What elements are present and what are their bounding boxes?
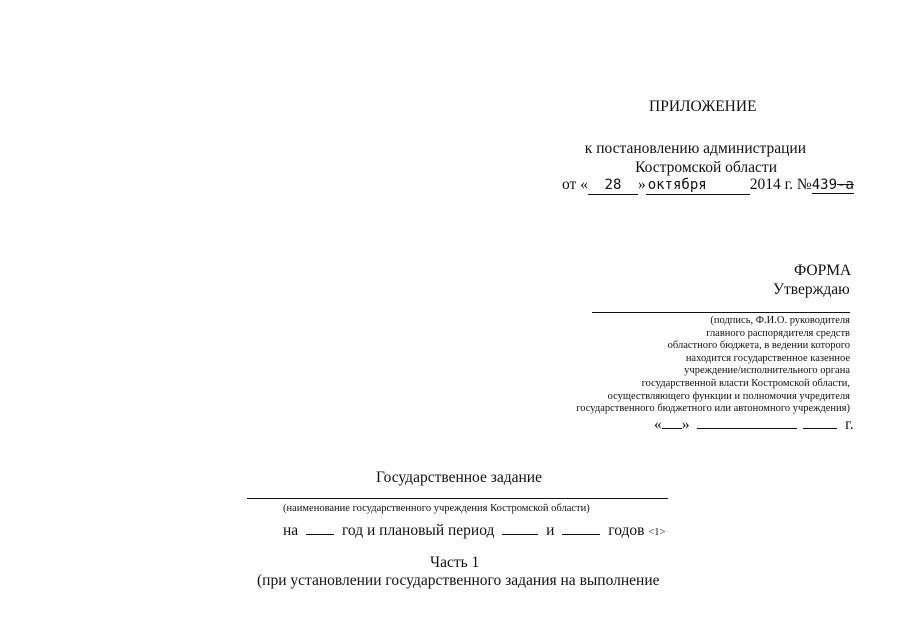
date-month-field (646, 176, 750, 195)
task-title: Государственное задание (376, 469, 542, 486)
resolution-number (812, 177, 854, 194)
signature-note-line: (подпись, Ф.И.О. руководителя (710, 315, 850, 326)
part-description: (при установлении государственного задания на выполнение (257, 572, 660, 589)
date-mid: » (637, 176, 646, 193)
approval-year-blank (803, 414, 837, 429)
period-mid: год и плановый период (341, 522, 495, 539)
period-on: на (283, 522, 299, 539)
approval-month-blank (697, 414, 797, 429)
institution-name-line (247, 498, 668, 499)
date-day: 28 (604, 177, 622, 193)
signature-note-line: учреждение/исполнительного органа (684, 365, 850, 377)
institution-name-note: (наименование государственного учреждения Костромской области) (283, 503, 590, 514)
period-line (283, 520, 665, 540)
date-day-field (588, 176, 638, 195)
approval-date-close: » (681, 416, 690, 433)
date-prefix: от « (562, 176, 588, 193)
signature-note (576, 315, 850, 416)
resolution-number-suffix: -а (837, 177, 854, 193)
appendix-line2: Костромской области (635, 159, 777, 176)
appendix-line1: к постановлению администрации (584, 140, 806, 157)
date-year: 2014 г. № (749, 176, 812, 193)
resolution-number-digits: 439 (811, 177, 838, 193)
period-year-blank (306, 520, 334, 535)
signature-note-line: областного бюджета, в ведении которого (667, 340, 850, 352)
date-month: октября (647, 177, 707, 193)
period-end-blank (562, 520, 600, 535)
signature-note-line: находится государственное казенное (685, 352, 850, 364)
appendix-title: ПРИЛОЖЕНИЕ (649, 98, 757, 115)
signature-note-line: главного распорядителя средств (706, 327, 850, 339)
approve-label: Утверждаю (773, 281, 850, 298)
approval-day-blank (662, 414, 682, 429)
approval-date-open: « (654, 416, 662, 433)
signature-note-line: государственного бюджетного или автономного учреждения) (576, 403, 850, 415)
part-title: Часть 1 (430, 554, 480, 571)
signature-note-line: осуществляющего функции и полномочия учредителя (607, 390, 850, 402)
period-and: и (546, 522, 555, 539)
resolution-date-line (562, 176, 854, 195)
period-years: годов (608, 522, 645, 539)
period-start-blank (502, 520, 538, 535)
approval-date-line (654, 414, 854, 434)
approval-year-suffix: г. (845, 416, 854, 433)
signature-note-line: государственной власти Костромской области, (641, 377, 850, 389)
signature-line (592, 312, 850, 313)
form-label: ФОРМА (794, 262, 852, 279)
footnote-ref: <1> (648, 527, 666, 538)
